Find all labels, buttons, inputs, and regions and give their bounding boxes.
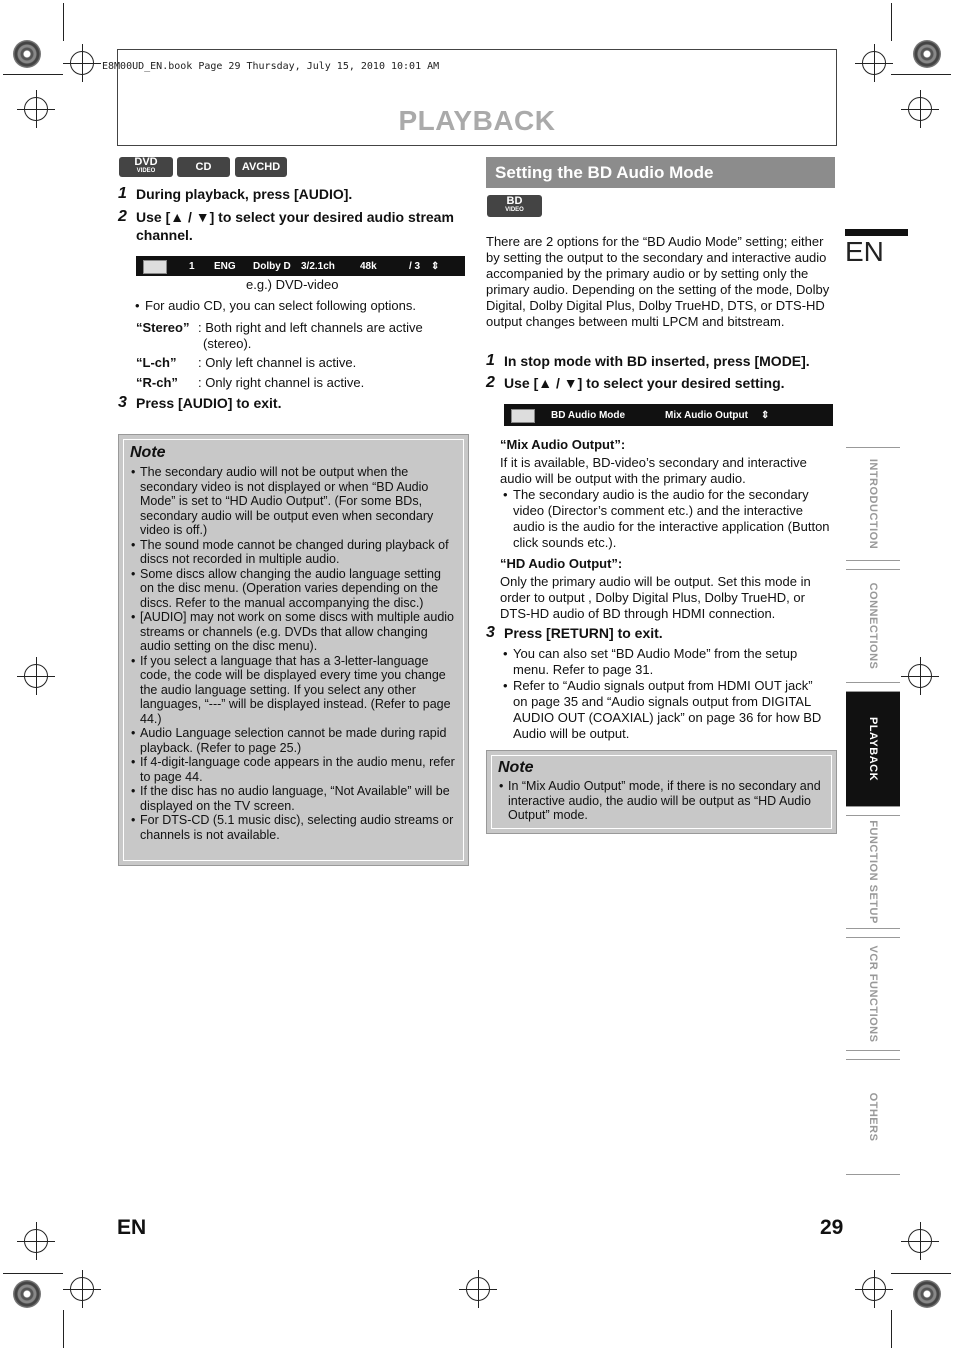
crosshair-icon bbox=[862, 51, 886, 75]
note-list bbox=[498, 779, 825, 823]
registration-disc-icon bbox=[913, 40, 941, 68]
step-text: Press [RETURN] to exit. bbox=[504, 625, 663, 641]
osd-rate: 48k bbox=[360, 260, 377, 272]
crop-line bbox=[891, 1310, 892, 1348]
dvd-badge-sub: VIDEO bbox=[136, 168, 156, 174]
note-item: • Some discs allow changing the audio language setting on the disc menu. (Operation varies depending on the discs. Refer to the manual accompanying the disc.) bbox=[140, 567, 457, 611]
updown-arrow-icon: ⇕ bbox=[431, 260, 440, 272]
crosshair-icon bbox=[466, 1277, 490, 1301]
osd-label: BD Audio Mode bbox=[551, 409, 626, 421]
note-item: • If 4-digit-language code appears in the audio menu, refer to page 44. bbox=[140, 755, 457, 784]
mix-audio-text: If it is available, BD-video’s secondary and interactive audio will be output with the primary audio. bbox=[500, 455, 807, 486]
intro-paragraph: There are 2 options for the “BD Audio Mode” setting; either by setting the output to the secondary and interactive audio accompanied by the primary audio or by setting only the primary audio. Depending on the setting of the mode, Dolby Digital, Dolby Digital Plus, Dolby TrueHD, DTS, or DTS-HD output changes between multi LPCM and bitstream. bbox=[486, 234, 830, 329]
tab-label: INTRODUCTION bbox=[867, 458, 879, 550]
hd-audio-text: Only the primary audio will be output. Set this mode in order to output , Dolby Digital Plus, Dolby TrueHD, or DTS-HD audio of BD through HDMI connection. bbox=[500, 574, 811, 621]
dvd-badge-label: DVD bbox=[134, 156, 158, 168]
option-desc: : Only left channel is active. bbox=[198, 355, 357, 370]
osd-channels: 3/2.1ch bbox=[301, 260, 335, 272]
option-lch bbox=[136, 355, 476, 371]
tab-label: OTHERS bbox=[867, 1092, 879, 1142]
step-text: Use [▲ / ▼] to select your desired audio stream channel. bbox=[136, 209, 454, 243]
crop-line bbox=[3, 74, 63, 75]
note-item: • [AUDIO] may not work on some discs with multiple audio streams or channels (e.g. DVDs that allow changing audio setting on the disc menu). bbox=[140, 610, 457, 654]
left-step-1 bbox=[118, 185, 466, 203]
audio-icon bbox=[511, 409, 535, 423]
option-desc-cont: (stereo). bbox=[203, 336, 252, 351]
right-note-box bbox=[486, 750, 837, 834]
crosshair-icon bbox=[70, 1277, 94, 1301]
note-inner bbox=[123, 439, 464, 861]
option-term: “R-ch” bbox=[136, 375, 178, 390]
tab-function-setup[interactable] bbox=[846, 815, 900, 929]
audio-osd-bar bbox=[136, 256, 465, 276]
dvd-video-badge bbox=[119, 157, 173, 177]
option-desc: : Only right channel is active. bbox=[198, 375, 365, 390]
avchd-badge bbox=[235, 157, 287, 177]
step-text: In stop mode with BD inserted, press [MODE]. bbox=[504, 353, 810, 369]
bd-audio-mode-osd bbox=[504, 404, 833, 426]
step-number: 1 bbox=[118, 185, 127, 202]
crop-line bbox=[891, 3, 892, 41]
tab-label: VCR FUNCTIONS bbox=[867, 945, 879, 1043]
left-step-2 bbox=[118, 208, 471, 244]
footer-lang: EN bbox=[117, 1216, 147, 1239]
page-title: PLAYBACK bbox=[398, 105, 556, 136]
tab-playback[interactable] bbox=[846, 691, 900, 807]
file-info: E8M00UD_EN.book Page 29 Thursday, July 15, 2010 10:01 AM bbox=[102, 61, 440, 72]
return-bullet: • You can also set “BD Audio Mode” from the setup menu. Refer to page 31. bbox=[500, 646, 830, 678]
crop-line bbox=[3, 1273, 63, 1274]
mix-audio-title: “Mix Audio Output”: bbox=[500, 437, 626, 452]
crosshair-icon bbox=[908, 664, 932, 688]
option-desc: : Both right and left channels are active bbox=[198, 320, 423, 335]
left-step-3 bbox=[118, 394, 466, 412]
tab-vcr-functions[interactable] bbox=[846, 937, 900, 1051]
crop-line bbox=[891, 74, 951, 75]
osd-stream: 1 bbox=[189, 260, 195, 272]
page-number: 29 bbox=[820, 1216, 844, 1239]
left-note-box bbox=[118, 434, 469, 866]
step-number: 1 bbox=[486, 352, 495, 369]
bd-badge-sub: VIDEO bbox=[505, 207, 524, 213]
option-rch bbox=[136, 375, 476, 391]
osd-language: ENG bbox=[214, 260, 236, 272]
note-item: • The secondary audio will not be output when the secondary video is not displayed or when “BD Audio Mode” is set to “HD Audio Output”. (For some BDs, secondary audio will be output even when secondary video is off.) bbox=[140, 465, 457, 538]
crop-line bbox=[63, 1310, 64, 1348]
side-lang-bar bbox=[845, 229, 908, 236]
crosshair-icon bbox=[862, 1277, 886, 1301]
hd-audio-title: “HD Audio Output”: bbox=[500, 556, 623, 571]
option-stereo bbox=[136, 320, 476, 352]
tab-label: FUNCTION SETUP bbox=[867, 820, 879, 924]
note-item: • The sound mode cannot be changed during playback of discs not recorded in multiple audio. bbox=[140, 538, 457, 567]
updown-arrow-icon: ⇕ bbox=[761, 409, 770, 421]
return-bullet: • Refer to “Audio signals output from HDMI OUT jack” on page 35 and “Audio signals output from DIGITAL AUDIO OUT (COAXIAL) jack” on page 36 for how BD Audio will be output. bbox=[500, 678, 830, 742]
crop-line bbox=[891, 1273, 951, 1274]
crop-line bbox=[63, 3, 64, 41]
return-bullets bbox=[500, 646, 830, 742]
step-text: During playback, press [AUDIO]. bbox=[136, 186, 353, 202]
tab-label: CONNECTIONS bbox=[867, 582, 879, 670]
option-term: “Stereo” bbox=[136, 320, 190, 335]
note-title: Note bbox=[498, 759, 534, 776]
right-step-3 bbox=[486, 624, 834, 642]
bd-video-badge bbox=[487, 195, 542, 217]
note-inner bbox=[491, 755, 832, 829]
osd-count: / 3 bbox=[409, 260, 421, 272]
osd-value: Mix Audio Output bbox=[665, 409, 748, 421]
cd-badge bbox=[177, 157, 230, 177]
note-item: • If the disc has no audio language, “Not Available” will be displayed on the TV screen. bbox=[140, 784, 457, 813]
tab-introduction[interactable] bbox=[846, 447, 900, 561]
note-item: • For DTS-CD (5.1 music disc), selecting audio streams or channels is not available. bbox=[140, 813, 457, 842]
crosshair-icon bbox=[24, 664, 48, 688]
side-lang: EN bbox=[845, 236, 884, 267]
registration-disc-icon bbox=[13, 40, 41, 68]
step-text: Use [▲ / ▼] to select your desired setting. bbox=[504, 375, 785, 391]
crosshair-icon bbox=[908, 1229, 932, 1253]
crosshair-icon bbox=[24, 1229, 48, 1253]
step-number: 2 bbox=[486, 374, 495, 391]
option-term: “L-ch” bbox=[136, 355, 177, 370]
note-item: • If you select a language that has a 3-letter-language code, the code will be displayed every time you change the audio language setting. If you select any other languages, “---” will be displayed instead. (Refer to page 44.) bbox=[140, 654, 457, 727]
osd-format: Dolby D bbox=[253, 260, 291, 272]
cd-intro: • For audio CD, you can select following options. bbox=[132, 298, 472, 314]
registration-disc-icon bbox=[13, 1280, 41, 1308]
mix-audio-bullet: • The secondary audio is the audio for the secondary video (Director’s comment etc.) and the interactive audio is the audio for the interactive application (Button click sounds etc.). bbox=[500, 487, 830, 551]
note-list bbox=[130, 465, 457, 842]
crosshair-icon bbox=[70, 51, 94, 75]
right-step-2 bbox=[486, 374, 839, 392]
step-number: 3 bbox=[486, 624, 495, 641]
audio-icon bbox=[143, 260, 167, 274]
bd-badge-label: BD bbox=[506, 195, 523, 207]
avchd-badge-label: AVCHD bbox=[241, 161, 281, 173]
note-title: Note bbox=[130, 444, 166, 461]
mix-audio-bullets bbox=[500, 487, 830, 551]
registration-disc-icon bbox=[913, 1280, 941, 1308]
cd-intro-list bbox=[132, 298, 472, 314]
tab-label: PLAYBACK bbox=[867, 716, 879, 782]
step-text: Press [AUDIO] to exit. bbox=[136, 395, 282, 411]
note-item: • In “Mix Audio Output” mode, if there is no secondary and interactive audio, the audio will be output as “HD Audio Output” mode. bbox=[508, 779, 825, 823]
tab-connections[interactable] bbox=[846, 569, 900, 683]
section-heading: Setting the BD Audio Mode bbox=[486, 157, 835, 188]
step-number: 2 bbox=[118, 208, 127, 225]
osd-caption: e.g.) DVD-video bbox=[246, 277, 339, 292]
cd-badge-label: CD bbox=[195, 161, 212, 173]
step-number: 3 bbox=[118, 394, 127, 411]
tab-others[interactable] bbox=[846, 1059, 900, 1175]
right-step-1 bbox=[486, 352, 839, 370]
note-item: • Audio Language selection cannot be made during rapid playback. (Refer to page 25.) bbox=[140, 726, 457, 755]
